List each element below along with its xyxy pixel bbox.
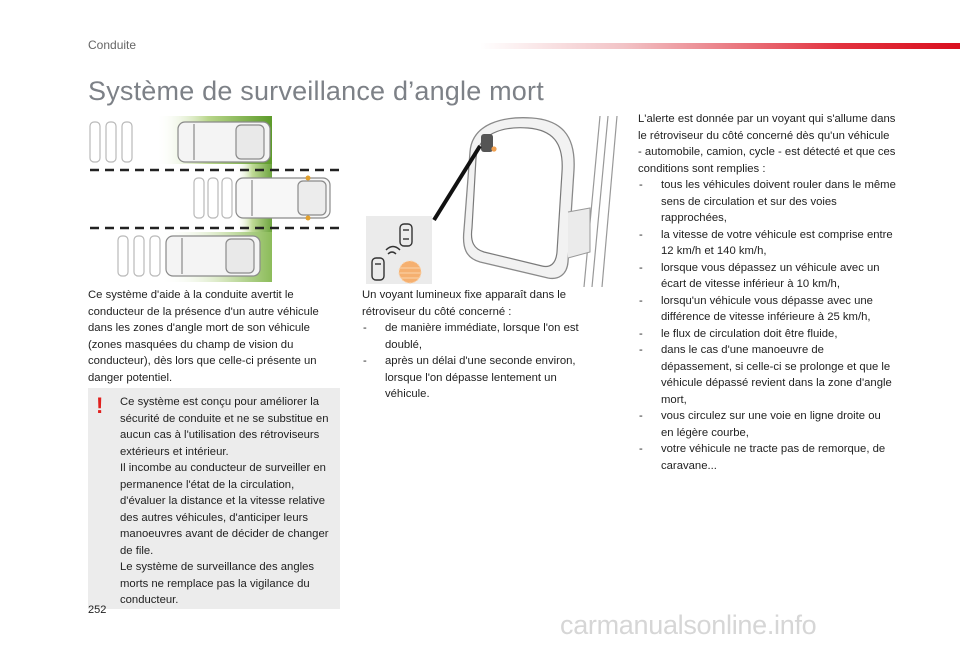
list-item: - après un délai d'une seconde environ, lorsque l'on dépasse lentement un véhicule. (362, 353, 602, 403)
watermark: carmanualsonline.info (560, 610, 817, 640)
page-title: Système de surveillance d’angle mort (88, 76, 544, 106)
alert-conditions (638, 111, 896, 474)
door-frame (584, 116, 617, 287)
indicator-intro: Un voyant lumineux fixe apparaît dans le rétroviseur du côté concerné : (362, 289, 567, 318)
list-item: - le flux de circulation doit être fluide, (638, 326, 896, 343)
warning-paragraph-3: Le système de surveillance des angles morts ne remplace pas la vigilance du conducteur. (120, 561, 315, 606)
warning-paragraph-2: Il incombe au conducteur de surveiller en permanence l'état de la circulation, d'évaluer la distance et la vitesse relative des autres véhicules, d'anticiper leurs manoeuvres avant de décider de changer de file. (120, 462, 329, 557)
warning-box (88, 388, 340, 609)
list-item: - dans le cas d'une manoeuvre de dépassement, si celle-ci se prolonge et que le véhicule dépassé revient dans la zone d'angle mort, (638, 342, 896, 408)
intro-paragraph: Ce système d'aide à la conduite avertit le conducteur de la présence d'un autre véhicule dans les zones d'angle mort de son véhicule (zones masquées du champ de vision du conducteur), dès lors que celle-ci présente un danger potentiel. (88, 289, 319, 384)
list-item: - de manière immédiate, lorsque l'on est doublé, (362, 320, 602, 353)
list-item: - lorsque vous dépassez un véhicule avec un écart de vitesse inférieur à 10 km/h, (638, 260, 896, 293)
warning-text (120, 394, 338, 609)
indicator-light-icon (399, 261, 421, 283)
blind-spot-illustration (86, 112, 346, 284)
mirror-illustration (362, 112, 622, 287)
list-item: - votre véhicule ne tracte pas de remorque, de caravane... (638, 441, 896, 474)
list-item: - vous circulez sur une voie en ligne droite ou en légère courbe, (638, 408, 896, 441)
exclamation-icon: ! (96, 393, 104, 418)
alert-conditions-list (638, 177, 896, 474)
list-item: - tous les véhicules doivent rouler dans le même sens de circulation et sur des voies rapprochées, (638, 177, 896, 227)
van-middle (236, 178, 330, 218)
van-bottom (166, 236, 260, 276)
page-number: 252 (88, 604, 107, 616)
indicator-conditions-list (362, 320, 602, 403)
van-top (178, 122, 270, 162)
alert-intro: L'alerte est donnée par un voyant qui s'allume dans le rétroviseur du côté concerné dès qu'un véhicule - automobile, camion, cycle - est détecté et que ces conditions sont remplies : (638, 113, 896, 175)
list-item: - lorsqu'un véhicule vous dépasse avec une différence de vitesse inférieure à 25 km/h, (638, 293, 896, 326)
header-accent-bar (480, 43, 960, 49)
indicator-description (362, 287, 602, 403)
warning-paragraph-1: Ce système est conçu pour améliorer la sécurité de conduite et ne se substitue en aucun cas à l'utilisation des rétroviseurs extérieurs et intérieur. (120, 396, 329, 458)
list-item: - la vitesse de votre véhicule est comprise entre 12 km/h et 140 km/h, (638, 227, 896, 260)
section-label: Conduite (88, 38, 137, 52)
